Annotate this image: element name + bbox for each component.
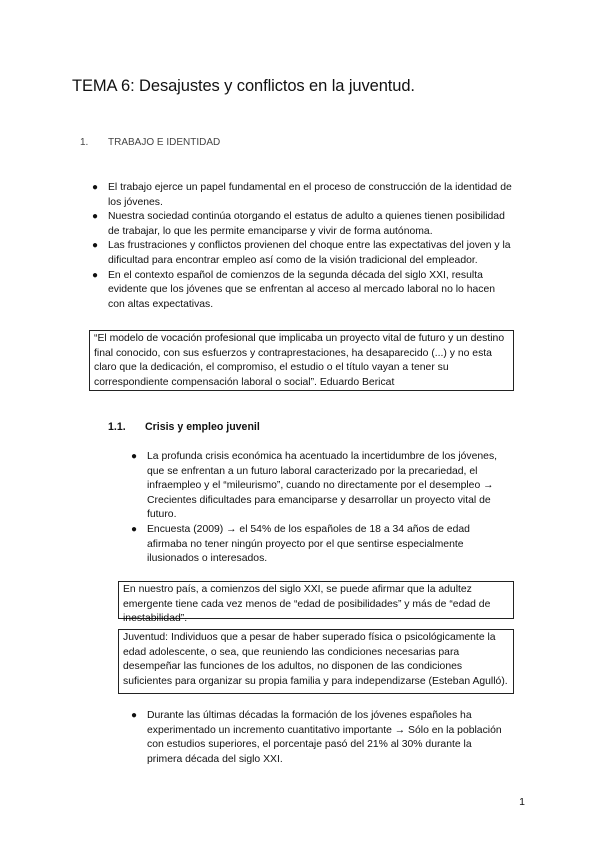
subsection-number: 1.1. xyxy=(108,421,126,433)
list-item: ● Encuesta (2009) → el 54% de los españoles de 18 a 34 años de edad afirmaba no tener ningún proyecto por el que sentirse especialmente ilusionados o interesados. xyxy=(131,523,470,565)
bullet-icon: ● xyxy=(92,240,99,252)
list-item: ● Nuestra sociedad continúa otorgando el estatus de adulto a quienes tienen posibilidad de trabajar, lo que les permite emanciparse y vivir de forma autónoma. xyxy=(92,211,505,237)
bullet-list-1 xyxy=(92,181,513,312)
list-item: ● La profunda crisis económica ha acentuado la incertidumbre de los jóvenes, que se enfrentan a un futuro laboral caracterizado por la precariedad, el infraempleo y el “mileurismo”, cuando no directamente por el desempleo → Crecientes dificultades para emanciparse y desarrollar un proyecto vital de futuro. xyxy=(131,451,498,521)
list-item: ● El trabajo ejerce un papel fundamental en el proceso de construcción de la identidad de los jóvenes. xyxy=(92,182,512,208)
page-number: 1 xyxy=(519,796,525,808)
bullet-icon: ● xyxy=(92,211,99,223)
highlight-box: En nuestro país, a comienzos del siglo XXI, se puede afirmar que la adultez emergente tiene cada vez menos de “edad de posibilidades” y más de “edad de inestabilidad”. xyxy=(118,581,514,619)
quote-box: “El modelo de vocación profesional que implicaba un proyecto vital de futuro y un destino final conocido, con sus esfuerzos y contraprestaciones, ha desaparecido (...) y no esta claro que la dedicación, el compromiso, el estudio o el título vayan a tener su correspondiente compensación laboral o social”. Eduardo Bericat xyxy=(89,330,514,391)
bullet-icon: ● xyxy=(131,710,138,721)
bullet-icon: ● xyxy=(131,523,138,535)
bullet-list-3 xyxy=(131,709,507,767)
subsection-heading: Crisis y empleo juvenil xyxy=(145,421,260,433)
section-number: 1. xyxy=(80,137,89,148)
page-title: TEMA 6: Desajustes y conflictos en la juventud. xyxy=(72,77,415,95)
bullet-icon: ● xyxy=(92,182,99,193)
bullet-list-2 xyxy=(131,450,512,567)
bullet-icon: ● xyxy=(92,269,99,281)
section-heading: TRABAJO E IDENTIDAD xyxy=(108,137,221,148)
definition-box: Juventud: Individuos que a pesar de haber superado física o psicológicamente la edad adolescente, o sea, que reuniendo las condiciones necesarias para desempeñar las funciones de los adultos, no disponen de las condiciones suficientes para organizar su propia familia y para independizarse (Esteban Agulló). xyxy=(118,629,514,694)
list-item: ● En el contexto español de comienzos de la segunda década del siglo XXI, resulta evidente que los jóvenes que se enfrentan al acceso al mercado laboral no lo hacen con altas expectativas. xyxy=(92,269,496,310)
list-item: ● Durante las últimas décadas la formación de los jóvenes españoles ha experimentado un incremento cuantitativo importante → Sólo en la población con estudios superiores, el porcentaje pasó del 21% al 30% durante la primera década del siglo XXI. xyxy=(131,710,502,765)
list-item: ● Las frustraciones y conflictos provienen del choque entre las expectativas del joven y la dificultad para encontrar empleo así como de la visión tradicional del empleador. xyxy=(92,240,511,266)
bullet-icon: ● xyxy=(131,451,138,462)
